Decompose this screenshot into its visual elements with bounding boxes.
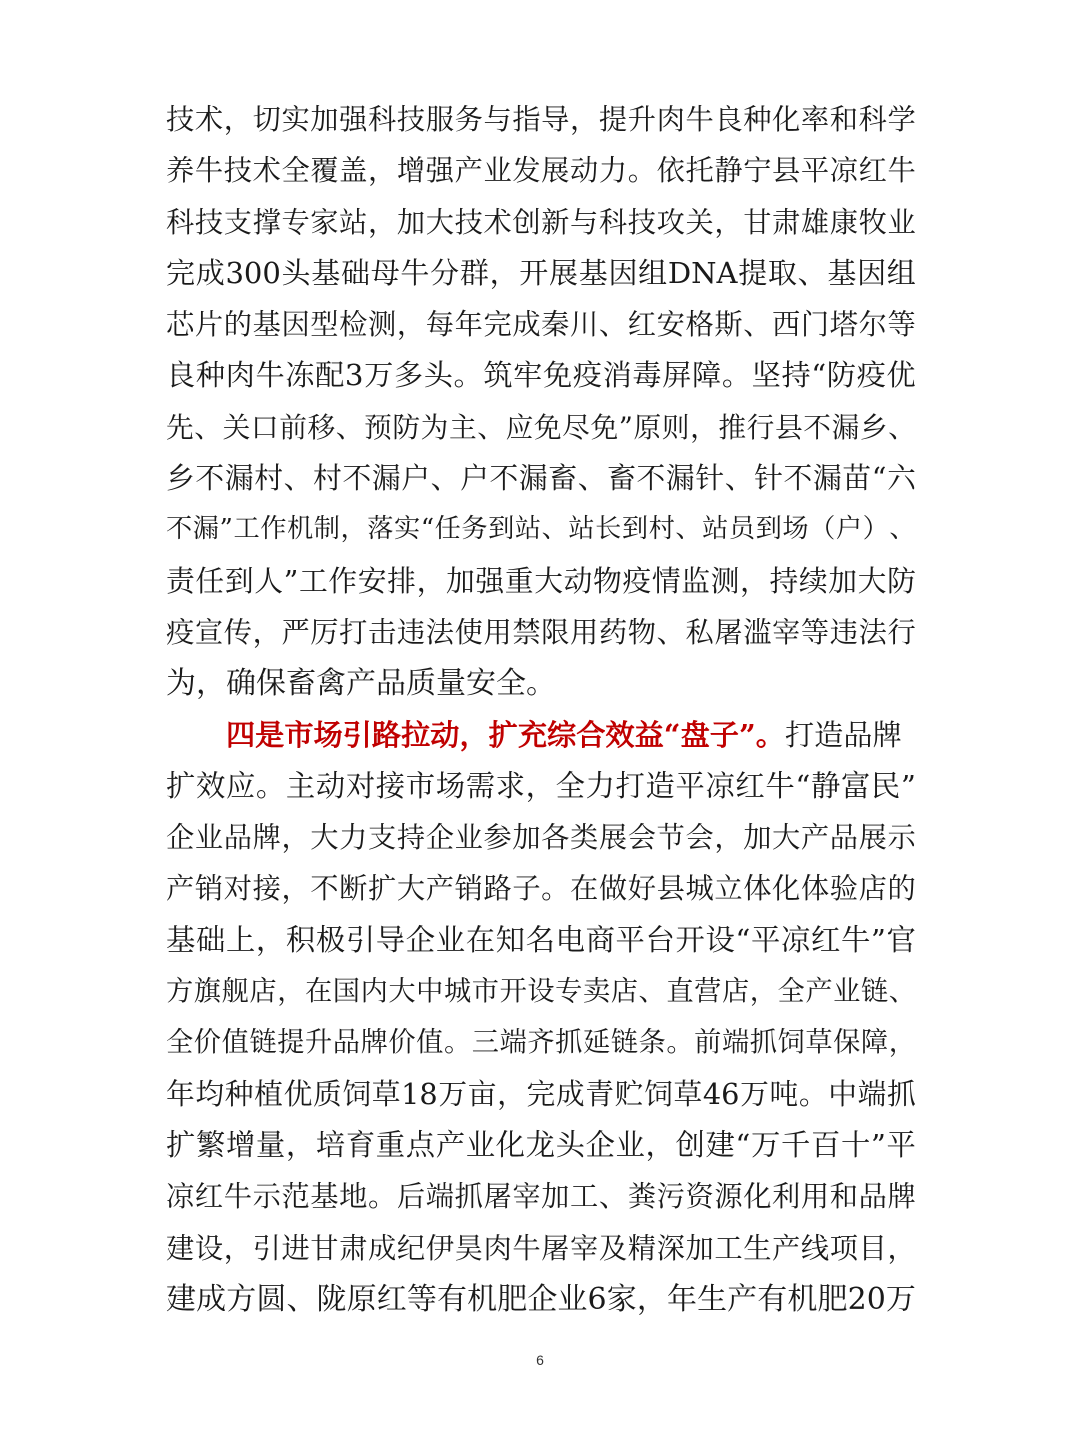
text-line: 为，确保畜禽产品质量安全。	[166, 666, 556, 702]
text-line: 企 业 品 牌 ， 大 力 支 持 企 业 参 加 各 类 展 会 节 会 ， 加 大 产 品 展 示	[166, 821, 916, 855]
text-line: 乡 不 漏 村 、 村 不 漏 户 、 户 不 漏 畜 、 畜 不 漏 针 、 针 不 漏 苗 “ 六	[166, 461, 916, 496]
text-line: 扩 繁 增 量 ， 培 育 重 点 产 业 化 龙 头 企 业 ， 创 建 “ 万 千 百 十 ” 平	[166, 1127, 916, 1162]
paragraph-heading-line	[166, 710, 916, 761]
body-text	[166, 94, 916, 1325]
text-line: 建 成 方 圆 、 陇 原 红 等 有 机 肥 企 业 6 家 ， 年 生 产 有 机 肥 20 万	[166, 1281, 916, 1317]
text-line: 全 价 值 链 提 升 品 牌 价 值 。 三 端 齐 抓 延 链 条 。 前 端 抓 饲 草 保 障 ，	[166, 1027, 916, 1059]
text-line: 年 均 种 植 优 质 饲 草 18 万 亩 ， 完 成 青 贮 饲 草 46 万 吨 。 中 端 抓	[166, 1076, 916, 1111]
text-line: 完 成 300 头 基 础 母 牛 分 群 ， 开 展 基 因 组 DNA 提 取 、 基 因 组	[166, 255, 916, 290]
text-line: 先 、 关 口 前 移 、 预 防 为 主 、 应 免 尽 免 ” 原 则 ， 推 行 县 不 漏 乡 、	[166, 410, 916, 444]
page-number: 6	[536, 1352, 544, 1368]
text-line: 养 牛 技 术 全 覆 盖 ， 增 强 产 业 发 展 动 力 。 依 托 静 宁 县 平 凉 红 牛	[166, 154, 916, 188]
text-line: 产 销 对 接 ， 不 断 扩 大 产 销 路 子 。 在 做 好 县 城 立 体 化 体 验 店 的	[166, 872, 916, 906]
text-line: 芯 片 的 基 因 型 检 测 ， 每 年 完 成 秦 川 、 红 安 格 斯 、 西 门 塔 尔 等	[166, 308, 916, 342]
text-line: 科 技 支 撑 专 家 站 ， 加 大 技 术 创 新 与 科 技 攻 关 ， 甘 肃 雄 康 牧 业	[166, 205, 916, 239]
heading-tail: 打造品牌	[784, 717, 902, 752]
text-line: 建 设 ， 引 进 甘 肃 成 纪 伊 昊 肉 牛 屠 宰 及 精 深 加 工 生 产 线 项 目 ，	[166, 1231, 916, 1265]
text-line: 责 任 到 人 ” 工 作 安 排 ， 加 强 重 大 动 物 疫 情 监 测 ， 持 续 加 大 防	[166, 563, 916, 598]
text-line: 疫 宣 传 ， 严 厉 打 击 违 法 使 用 禁 限 用 药 物 、 私 屠 滥 宰 等 违 法 行	[166, 615, 916, 649]
text-line: 技 术 ， 切 实 加 强 科 技 服 务 与 指 导 ， 提 升 肉 牛 良 种 化 率 和 科 学	[166, 103, 916, 136]
text-line: 凉 红 牛 示 范 基 地 。 后 端 抓 屠 宰 加 工 、 粪 污 资 源 化 利 用 和 品 牌	[166, 1180, 916, 1214]
text-line: 不 漏 ” 工 作 机 制 ， 落 实 “ 任 务 到 站 、 站 长 到 村 、 站 员 到 场 （ 户 ） 、	[166, 514, 916, 545]
section-heading: 四是市场引路拉动，扩充综合效益“盘子”。	[226, 717, 785, 752]
text-line: 方 旗 舰 店 ， 在 国 内 大 中 城 市 开 设 专 卖 店 、 直 营 店 ， 全 产 业 链 、	[166, 976, 916, 1008]
text-line: 良 种 肉 牛 冻 配 3 万 多 头 。 筑 牢 免 疫 消 毒 屏 障 。 坚 持 “ 防 疫 优	[166, 358, 916, 393]
text-line: 扩 效 应 。 主 动 对 接 市 场 需 求 ， 全 力 打 造 平 凉 红 牛 “ 静 富 民 ”	[166, 768, 916, 803]
heading-wrap	[226, 710, 902, 761]
text-line: 基 础 上 ， 积 极 引 导 企 业 在 知 名 电 商 平 台 开 设 “ 平 凉 红 牛 ” 官	[166, 922, 916, 957]
